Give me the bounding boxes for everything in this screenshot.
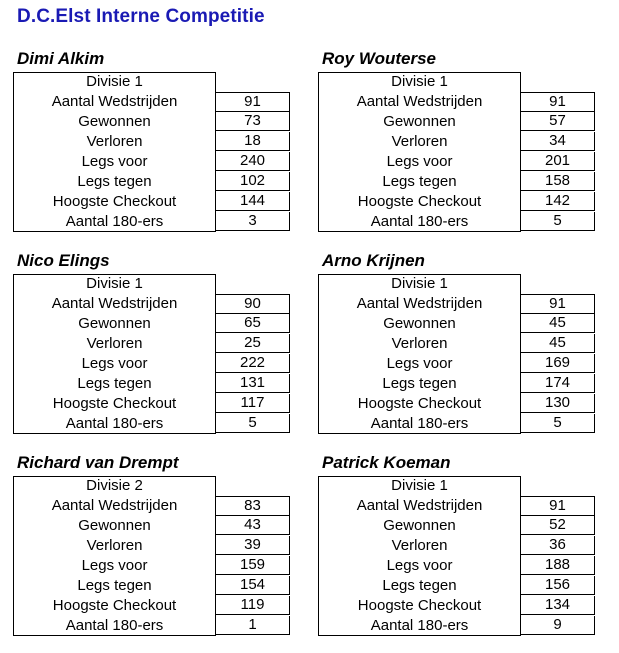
stat-value: 52 bbox=[520, 516, 595, 535]
stat-label: Gewonnen bbox=[383, 113, 456, 130]
player-name: Dimi Alkim bbox=[17, 49, 105, 68]
stat-label: Legs tegen bbox=[382, 375, 457, 392]
stat-row-gewonnen bbox=[318, 516, 595, 536]
stat-label: Verloren bbox=[86, 537, 143, 554]
stat-row-checkout bbox=[13, 596, 290, 616]
stat-row-verloren bbox=[318, 334, 595, 354]
stat-row-verloren bbox=[13, 536, 290, 556]
stat-row-ones80 bbox=[13, 616, 290, 636]
stat-row-verloren bbox=[318, 132, 595, 152]
stat-value: 5 bbox=[215, 414, 290, 433]
page-title: D.C.Elst Interne Competitie bbox=[17, 6, 265, 27]
stat-label: Verloren bbox=[391, 537, 448, 554]
player-card bbox=[13, 49, 291, 230]
stat-row-legs-tegen bbox=[318, 576, 595, 596]
stat-label: Legs voor bbox=[81, 153, 148, 170]
stat-row-checkout bbox=[318, 192, 595, 212]
stat-value: 5 bbox=[520, 212, 595, 231]
stat-value: 36 bbox=[520, 536, 595, 555]
stat-label: Aantal Wedstrijden bbox=[356, 93, 483, 110]
stat-label: Verloren bbox=[86, 133, 143, 150]
stat-label: Gewonnen bbox=[383, 315, 456, 332]
stat-label: Aantal 180-ers bbox=[65, 617, 164, 634]
stat-value: 45 bbox=[520, 314, 595, 333]
stat-label: Aantal Wedstrijden bbox=[51, 497, 178, 514]
stat-row-verloren bbox=[13, 334, 290, 354]
stat-row-verloren bbox=[318, 536, 595, 556]
stat-label: Legs voor bbox=[386, 355, 453, 372]
stat-label: Hoogste Checkout bbox=[357, 395, 482, 412]
stat-row-legs-tegen bbox=[318, 374, 595, 394]
stat-value: 222 bbox=[215, 354, 290, 373]
stat-row-wedstrijden bbox=[13, 496, 290, 516]
stat-value: 174 bbox=[520, 374, 595, 393]
stat-value: 91 bbox=[215, 92, 290, 112]
player-card bbox=[318, 49, 596, 230]
stat-label: Gewonnen bbox=[78, 113, 151, 130]
stat-label: Verloren bbox=[391, 133, 448, 150]
player-name: Nico Elings bbox=[17, 251, 110, 270]
player-card bbox=[318, 453, 596, 634]
stat-row-wedstrijden bbox=[318, 496, 595, 516]
stat-row-ones80 bbox=[13, 414, 290, 434]
stat-row-wedstrijden bbox=[318, 92, 595, 112]
stat-label: Hoogste Checkout bbox=[357, 193, 482, 210]
divisie-label: Divisie 1 bbox=[391, 73, 448, 90]
stat-label: Legs voor bbox=[81, 355, 148, 372]
stat-value: 240 bbox=[215, 152, 290, 171]
stat-label: Aantal 180-ers bbox=[65, 213, 164, 230]
stat-label: Aantal 180-ers bbox=[370, 415, 469, 432]
stat-value: 91 bbox=[520, 294, 595, 314]
stat-value: 134 bbox=[520, 596, 595, 615]
stat-row-gewonnen bbox=[13, 314, 290, 334]
player-card bbox=[318, 251, 596, 432]
divisie-label: Divisie 1 bbox=[86, 275, 143, 292]
stat-value: 159 bbox=[215, 556, 290, 575]
stat-row-legs-tegen bbox=[13, 576, 290, 596]
stat-value: 9 bbox=[520, 616, 595, 635]
stat-row-checkout bbox=[318, 596, 595, 616]
stat-label: Legs voor bbox=[81, 557, 148, 574]
stat-row-legs-tegen bbox=[13, 172, 290, 192]
stat-value: 65 bbox=[215, 314, 290, 333]
stat-row-legs-voor bbox=[13, 556, 290, 576]
divisie-label: Divisie 2 bbox=[86, 477, 143, 494]
stat-row-checkout bbox=[13, 394, 290, 414]
stat-value: 1 bbox=[215, 616, 290, 635]
player-card bbox=[13, 251, 291, 432]
stat-value: 119 bbox=[215, 596, 290, 615]
stat-label: Gewonnen bbox=[78, 315, 151, 332]
stat-row-legs-voor bbox=[318, 152, 595, 172]
stat-value: 154 bbox=[215, 576, 290, 595]
player-name: Richard van Drempt bbox=[17, 453, 179, 472]
stat-row-gewonnen bbox=[318, 112, 595, 132]
stat-value: 90 bbox=[215, 294, 290, 314]
stat-row-ones80 bbox=[318, 616, 595, 636]
stat-label: Legs tegen bbox=[77, 375, 152, 392]
stat-row-ones80 bbox=[318, 414, 595, 434]
stat-value: 156 bbox=[520, 576, 595, 595]
stat-label: Legs tegen bbox=[382, 173, 457, 190]
stat-value: 3 bbox=[215, 212, 290, 231]
stat-value: 45 bbox=[520, 334, 595, 353]
stat-label: Hoogste Checkout bbox=[357, 597, 482, 614]
stat-value: 144 bbox=[215, 192, 290, 211]
stat-row-wedstrijden bbox=[13, 92, 290, 112]
stat-label: Hoogste Checkout bbox=[52, 193, 177, 210]
stat-label: Aantal 180-ers bbox=[370, 617, 469, 634]
stat-value: 43 bbox=[215, 516, 290, 535]
stat-value: 117 bbox=[215, 394, 290, 413]
stat-row-wedstrijden bbox=[13, 294, 290, 314]
player-card bbox=[13, 453, 291, 634]
stat-row-legs-voor bbox=[13, 354, 290, 374]
divisie-label: Divisie 1 bbox=[86, 73, 143, 90]
stat-value: 25 bbox=[215, 334, 290, 353]
stat-value: 142 bbox=[520, 192, 595, 211]
stat-value: 91 bbox=[520, 92, 595, 112]
stat-value: 188 bbox=[520, 556, 595, 575]
stat-row-checkout bbox=[13, 192, 290, 212]
stat-label: Aantal 180-ers bbox=[370, 213, 469, 230]
stat-label: Aantal 180-ers bbox=[65, 415, 164, 432]
stat-value: 91 bbox=[520, 496, 595, 516]
stat-value: 39 bbox=[215, 536, 290, 555]
stat-row-legs-voor bbox=[13, 152, 290, 172]
stat-row-legs-tegen bbox=[318, 172, 595, 192]
stat-row-legs-tegen bbox=[13, 374, 290, 394]
stat-value: 5 bbox=[520, 414, 595, 433]
stat-value: 201 bbox=[520, 152, 595, 171]
stat-label: Verloren bbox=[391, 335, 448, 352]
stat-label: Legs tegen bbox=[77, 173, 152, 190]
player-name: Patrick Koeman bbox=[322, 453, 451, 472]
stat-row-checkout bbox=[318, 394, 595, 414]
stat-value: 73 bbox=[215, 112, 290, 131]
stat-row-wedstrijden bbox=[318, 294, 595, 314]
stat-value: 131 bbox=[215, 374, 290, 393]
stat-label: Hoogste Checkout bbox=[52, 597, 177, 614]
divisie-label: Divisie 1 bbox=[391, 275, 448, 292]
stat-label: Legs tegen bbox=[382, 577, 457, 594]
stat-row-gewonnen bbox=[318, 314, 595, 334]
stat-value: 18 bbox=[215, 132, 290, 151]
player-name: Roy Wouterse bbox=[322, 49, 436, 68]
stat-row-ones80 bbox=[13, 212, 290, 232]
stat-row-gewonnen bbox=[13, 516, 290, 536]
stat-label: Gewonnen bbox=[383, 517, 456, 534]
stat-label: Legs tegen bbox=[77, 577, 152, 594]
stat-value: 169 bbox=[520, 354, 595, 373]
stat-label: Aantal Wedstrijden bbox=[51, 295, 178, 312]
stat-value: 102 bbox=[215, 172, 290, 191]
stat-label: Legs voor bbox=[386, 153, 453, 170]
stat-value: 57 bbox=[520, 112, 595, 131]
stat-value: 158 bbox=[520, 172, 595, 191]
stat-value: 34 bbox=[520, 132, 595, 151]
stat-row-legs-voor bbox=[318, 556, 595, 576]
divisie-label: Divisie 1 bbox=[391, 477, 448, 494]
stat-label: Verloren bbox=[86, 335, 143, 352]
stat-label: Gewonnen bbox=[78, 517, 151, 534]
stat-label: Hoogste Checkout bbox=[52, 395, 177, 412]
stat-row-verloren bbox=[13, 132, 290, 152]
player-name: Arno Krijnen bbox=[322, 251, 425, 270]
stat-value: 130 bbox=[520, 394, 595, 413]
stat-row-gewonnen bbox=[13, 112, 290, 132]
stat-label: Legs voor bbox=[386, 557, 453, 574]
stat-label: Aantal Wedstrijden bbox=[356, 295, 483, 312]
stat-label: Aantal Wedstrijden bbox=[356, 497, 483, 514]
stat-label: Aantal Wedstrijden bbox=[51, 93, 178, 110]
stat-row-ones80 bbox=[318, 212, 595, 232]
stat-value: 83 bbox=[215, 496, 290, 516]
stat-row-legs-voor bbox=[318, 354, 595, 374]
